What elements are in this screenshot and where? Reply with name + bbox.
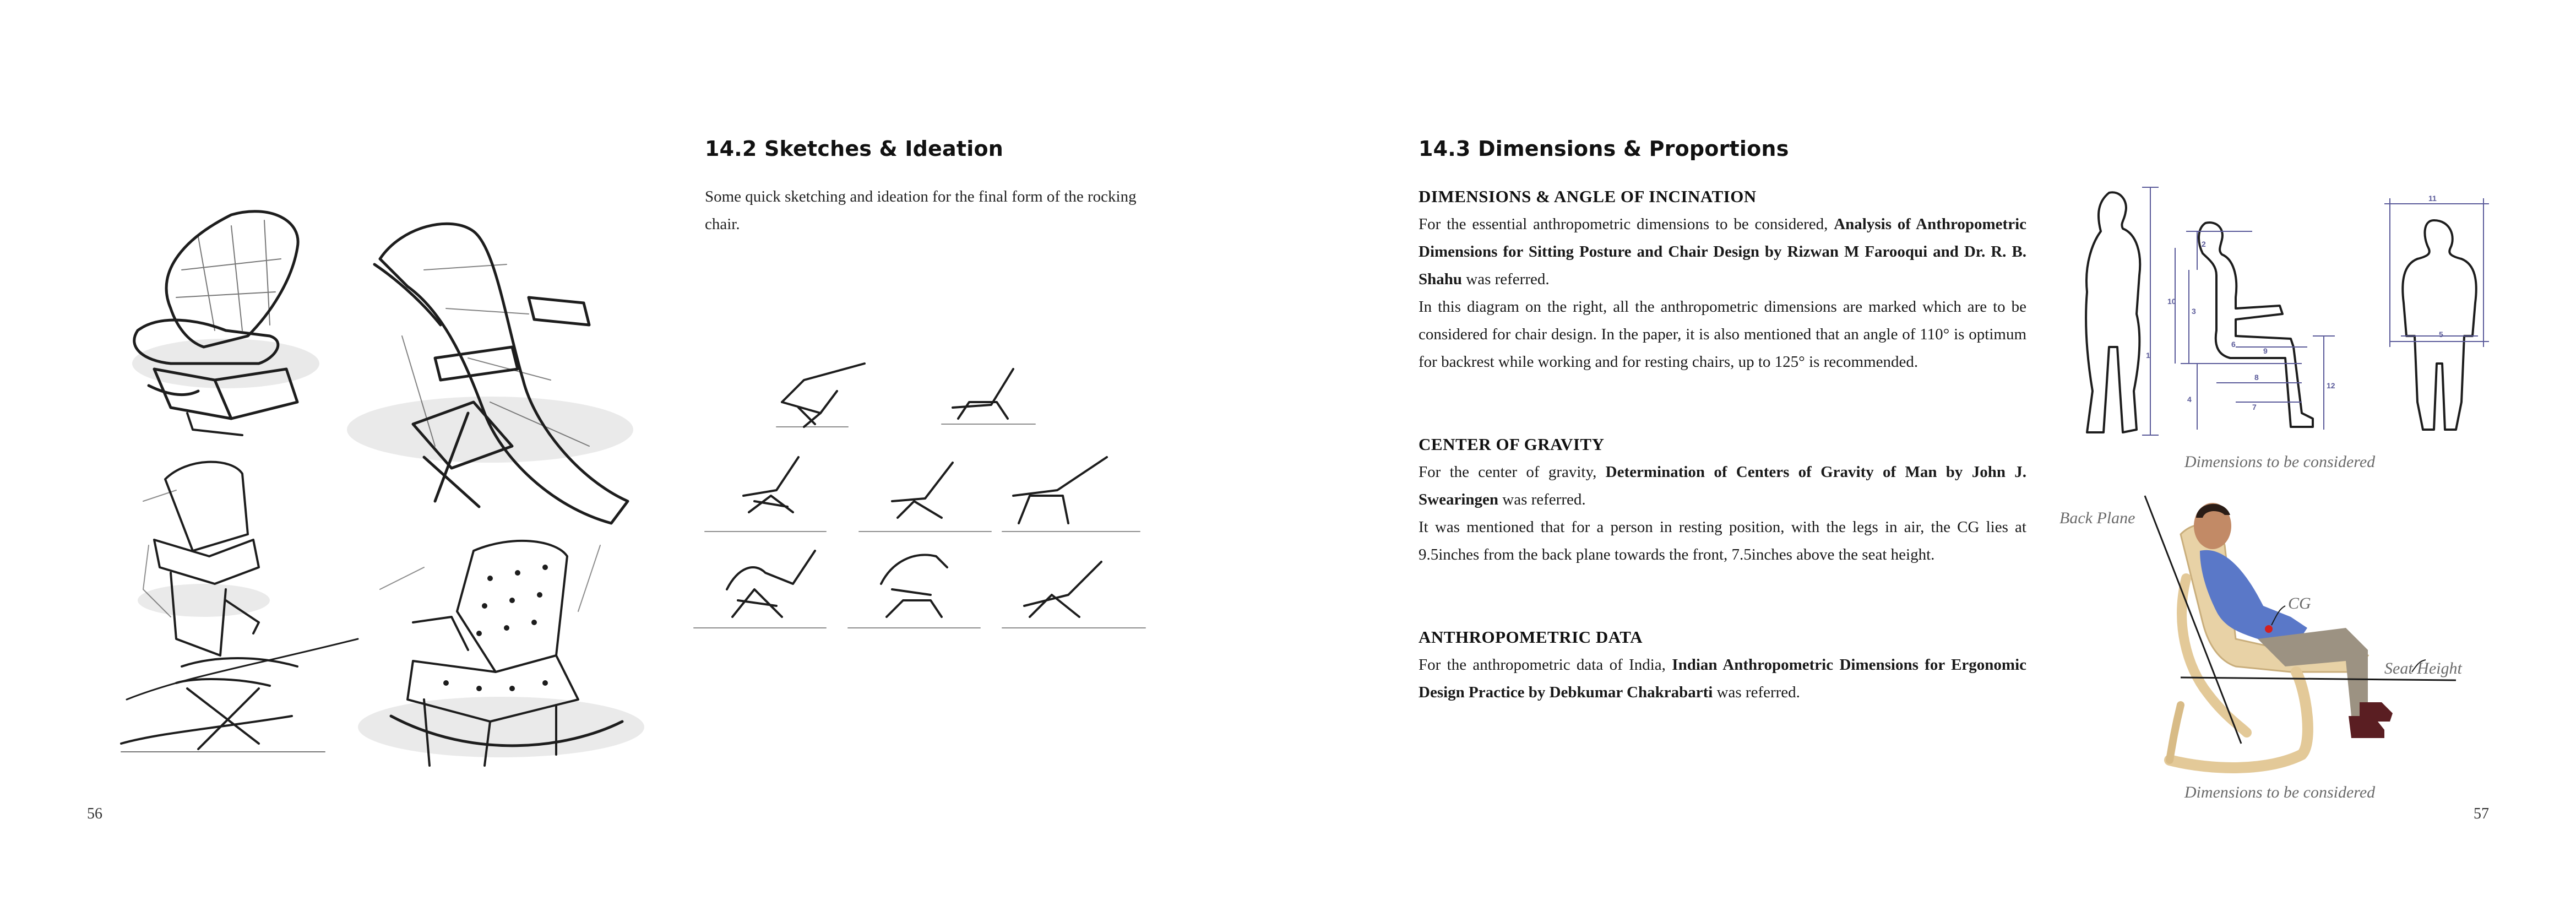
sketch-recliner [374,224,628,523]
dimensions-text-column [1419,183,2026,706]
section-title-sketches: 14.2 Sketches & Ideation [705,137,1004,161]
section-anthropometric-data [1419,623,2026,706]
anthro-paragraph-1: For the anthropometric data of India, Indian Anthropometric Dimensions for Ergonomic Design Practice by Debkumar Chakrabarti was referred. [1419,656,2027,701]
page-number-right: 57 [2474,805,2489,822]
angle-paragraph-1: For the essential anthropometric dimensions to be considered, Analysis of Anthropometric Dimensions for Sitting Posture and Chair Design by Rizwan M Farooqui and Dr. R. B. Shahu was referred. [1419,215,2026,288]
heading-dimensions-angle: DIMENSIONS & ANGLE OF INCINATION [1419,187,1757,206]
silhouette-5 [1002,457,1140,532]
seat-height-line [2181,677,2456,680]
front-figure [2403,220,2476,430]
dim-label-12: 12 [2327,381,2335,390]
angle-paragraph-2: In this diagram on the right, all the anthropometric dimensions are marked which are to be considered for chair design. In the paper, it is also mentioned that an angle of 110° is optimum for backrest while working and for resting chairs, up to 125° is recommended. [1419,298,2026,371]
sketch-lounge-chair [134,212,298,435]
dim-label-5: 5 [2439,330,2443,339]
silhouette-3 [705,457,826,532]
silhouette-6 [694,551,826,628]
cg-paragraph-2: It was mentioned that for a person in resting position, with the legs in air, the CG lies at 9.5inches from the back plane towards the front, 7.5inches above the seat height. [1419,518,2026,563]
section-center-of-gravity [1419,431,2026,568]
cg-paragraph-1: For the center of gravity, Determination of Centers of Gravity of Man by John J. Swearingen was referred. [1419,463,2026,508]
reference-swearingen: Determination of Centers of Gravity of Man by John J. Swearingen [1419,463,2026,508]
heading-center-of-gravity: CENTER OF GRAVITY [1419,435,1605,454]
silhouette-4 [859,463,991,532]
reference-chakrabarti: Indian Anthropometric Dimensions for Ergonomic Design Practice by Debkumar Chakrabarti [1419,656,2027,701]
dim-label-7: 7 [2252,403,2257,411]
figure-caption-cg: Dimensions to be considered [2184,783,2376,801]
sketch-x-base [121,639,358,752]
dim-label-3: 3 [2192,307,2196,316]
reference-rizwan-farooqui: Analysis of Anthropometric Dimensions for Sitting Posture and Chair Design by Rizwan M Farooqui and Dr. R. B. Shahu [1419,215,2026,288]
dim-label-10: 10 [2167,297,2176,306]
label-seat-height: Seat Height [2384,659,2462,677]
silhouette-7 [848,555,980,628]
dim-label-2: 2 [2202,240,2206,248]
sketch-box-chair [143,462,259,655]
dim-label-6: 6 [2231,340,2236,349]
dim-label-4: 4 [2187,395,2192,404]
seated-figure-side [2199,223,2313,427]
dim-label-9: 9 [2263,346,2268,355]
anthropometric-dimensions-diagram [2070,182,2489,446]
dim-label-1: 1 [2146,351,2150,360]
label-cg: CG [2288,594,2311,612]
label-back-plane: Back Plane [2059,509,2135,527]
standing-figure-side [2086,192,2140,432]
heading-anthropometric-data: ANTHROPOMETRIC DATA [1419,627,1643,647]
page-number-left: 56 [87,805,102,822]
chair-silhouette-sketches [683,341,1156,650]
dim-label-8: 8 [2254,373,2259,382]
seated-person-photo [2194,503,2393,738]
silhouette-1 [776,364,865,427]
silhouette-2 [942,369,1035,424]
silhouette-8 [1002,562,1145,628]
dim-label-11: 11 [2428,194,2437,203]
sketches-intro-text: Some quick sketching and ideation for the final form of the rocking chair. [705,188,1137,233]
section-title-dimensions: 14.3 Dimensions & Proportions [1419,137,1789,161]
section-angle-of-inclination [1419,183,2026,376]
figure-caption-dimensions: Dimensions to be considered [2184,453,2376,471]
center-of-gravity-diagram [2059,485,2462,782]
chair-sketch-collage [105,204,666,777]
